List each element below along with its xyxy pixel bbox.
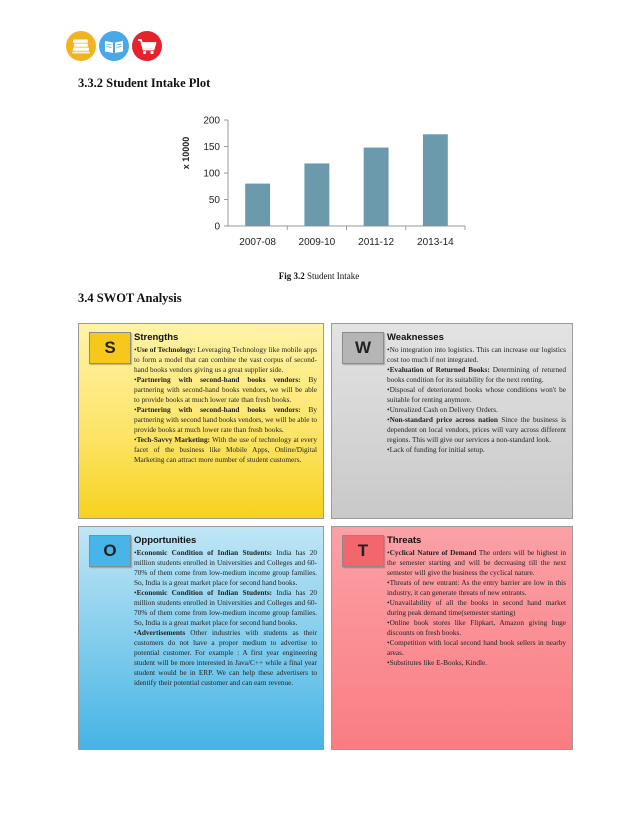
x-tick-label: 2009-10 [298,237,336,248]
y-tick-label: 100 [203,168,220,180]
swot-item: •No integration into logistics. This can increase our logistics cost too much if not integrated. [387,345,566,364]
opportunities-title: Opportunities [134,535,197,546]
swot-item: •Unavailability of all the books in second hand market during peak demand time(semester starting) [387,597,566,617]
threats-list [387,548,566,668]
swot-weaknesses [331,323,573,519]
swot-item-bold: Cyclical Nature of Demand [389,548,477,557]
swot-item-bold: Evaluation of Returned Books: [389,364,490,374]
swot-item-bold: Tech-Savvy Marketing: [136,434,211,444]
swot-item: •Non-standard price across nation Since the business is dependent on local vendors, prices will vary across different regions. This will give our services a non-standard look. [387,414,566,444]
x-tick-label: 2011-12 [358,237,395,248]
swot-item-bold: Non-standard price across nation [389,414,498,424]
strengths-list [134,345,317,465]
swot-item-text: Determining of returned books condition for its suitability for the next renting. [387,364,566,384]
swot-item: •Threats of new entrant: As the entry barrier are low in this industry, it can generate threats of new entrants. [387,577,566,597]
swot-item: •Partnering with second-hand books vendors: By partnering with second hand books vendors, we will be able to provide books at much lower rate than fresh books. [134,404,318,434]
y-tick-label: 50 [208,195,220,206]
section-heading-swot: 3.4 SWOT Analysis [78,291,182,305]
x-tick-label: 2007-08 [239,237,276,248]
swot-item: •Economic Condition of Indian Students: India has 20 million students enrolled in Universities and Colleges and 60-70% of them come from low-medium income group families. So, India is a great market place for second hand books. [134,587,317,627]
swot-threats [331,526,573,750]
swot-item-text: With the use of technology at every facet of the business like Mobile Apps, Online/Digital Marketing can attract more number of student customers. [134,434,317,464]
swot-item-bold: Economic Condition of Indian Students: [136,587,273,597]
swot-item-text: Since the business is dependent on local vendors, prices will vary across different regions. This will give our services a non-standard look. [387,414,566,444]
bar [304,163,329,226]
swot-item-text: Disposal of deteriorated books whose conditions won't be suitable for renting anymore. [387,384,566,404]
y-tick-label: 200 [203,115,220,127]
swot-item-text: Unrealized Cash on Delivery Orders. [389,404,498,414]
weaknesses-title: Weaknesses [387,332,444,343]
figure-caption [0,271,638,281]
bar [423,134,448,226]
swot-item: •Online book stores like Flipkart, Amazon giving huge discounts on fresh books. [387,617,566,637]
swot-item-text: Lack of funding for initial setup. [389,444,485,454]
swot-item: •Competition with local second hand book sellers in nearby areas. [387,637,566,657]
swot-item-bold: Use of Technology: [136,345,196,354]
swot-item: •Use of Technology: Leveraging Technology like mobile apps to form a model that can combine the vast corpus of second-hand books vendors giving us a great supplier side. [134,345,317,374]
swot-strengths [78,323,324,519]
strengths-letter-badge: S [89,332,131,364]
x-tick-label: 2013-14 [417,237,454,248]
swot-item-text: Online book stores like Flipkart, Amazon giving huge discounts on fresh books. [387,617,566,637]
swot-item: •Lack of funding for initial setup. [387,444,485,454]
swot-item-text: No integration into logistics. This can increase our logistics cost too much if not integrated. [387,345,566,364]
open-book-icon [99,31,129,61]
swot-item-bold: Partnering with second-hand books vendors: [136,374,301,384]
bar [245,184,270,226]
y-axis-label: x 10000 [181,136,191,170]
y-tick-label: 0 [214,221,220,233]
swot-item-text: Unavailability of all the books in second hand market during peak demand time(semester starting) [387,597,566,617]
student-intake-chart [180,108,470,256]
figure-caption-text: Student Intake [307,271,360,281]
swot-item: •Disposal of deteriorated books whose conditions won't be suitable for renting anymore. [387,384,566,404]
figure-number: Fig 3.2 [278,271,305,281]
shopping-cart-icon [132,31,162,61]
swot-item-bold: Advertisements [136,627,186,637]
bar [364,148,389,226]
swot-item-bold: Economic Condition of Indian Students: [136,548,273,557]
weaknesses-list [387,345,566,455]
opportunities-letter-badge: O [89,535,131,567]
swot-item-text: Competition with local second hand book sellers in nearby areas. [387,637,566,657]
swot-item-text: India has 20 million students enrolled in Universities and Colleges and 60-70% of them come from low-medium income group families. So, India is a great market place for second hand books. [134,548,317,587]
swot-item-text: The orders will be highest in the semester starting and will be decreasing till the next semester will give the business the cyclical nature. [387,548,567,577]
swot-item: •Partnering with second-hand books vendors: By partnering with second-hand books vendors, we will be able to provide books at much lower rate than fresh books. [134,374,318,404]
swot-opportunities [78,526,324,750]
swot-item-text: Leveraging Technology like mobile apps to form a model that can combine the vast corpus of second-hand books vendors giving us a great supplier side. [134,345,317,374]
swot-item: •Unrealized Cash on Delivery Orders. [387,404,498,414]
swot-item: •Cyclical Nature of Demand The orders will be highest in the semester starting and will be decreasing till the next semester will give the business the cyclical nature. [387,548,567,577]
swot-item-text: India has 20 million students enrolled in Universities and Colleges and 60-70% of them come from low-medium income group families. So, India is a great market place for second hand books. [134,587,317,627]
swot-item-text: By partnering with second hand books vendors, we will be able to provide books at much lower rate than fresh books. [134,404,318,434]
threats-title: Threats [387,535,422,546]
weaknesses-letter-badge: W [342,332,384,364]
swot-item-text: By partnering with second-hand books vendors, we will be able to provide books at much lower rate than fresh books. [134,374,318,404]
stacked-books-icon [66,31,96,61]
swot-item-text: Substitutes like E-Books, Kindle. [389,657,488,667]
swot-item-bold: Partnering with second-hand books vendors: [136,404,301,414]
swot-item: •Substitutes like E-Books, Kindle. [387,657,488,667]
strengths-title: Strengths [134,332,179,343]
swot-item: •Economic Condition of Indian Students: India has 20 million students enrolled in Universities and Colleges and 60-70% of them come from low-medium income group families. So, India is a great market place for second hand books. [134,548,317,587]
y-tick-label: 150 [203,142,220,153]
opportunities-list [134,548,317,688]
threats-letter-badge: T [342,535,384,567]
swot-item: •Evaluation of Returned Books: Determining of returned books condition for its suitability for the next renting. [387,364,566,384]
swot-item-text: Threats of new entrant: As the entry barrier are low in this industry, it can generate threats of new entrants. [387,577,566,597]
swot-item-text: Other industries with students as their customers do not have a proper medium to advertise to potential customer. For example : A first year engineering student will be more interested in Java/C++ while a final year student would be in ERP. We can help these advertisers to identify their potential customer and can earn revenue. [134,627,317,687]
swot-item: •Advertisements Other industries with students as their customers do not have a proper medium to advertise to potential customer. For example : A first year engineering student will be more interested in Java/C++ while a final year student would be in ERP. We can help these advertisers to identify their potential customer and can earn revenue. [134,627,317,687]
section-heading-plot: 3.3.2 Student Intake Plot [78,76,211,90]
swot-item: •Tech-Savvy Marketing: With the use of technology at every facet of the business like Mobile Apps, Online/Digital Marketing can attract more number of student customers. [134,434,317,464]
